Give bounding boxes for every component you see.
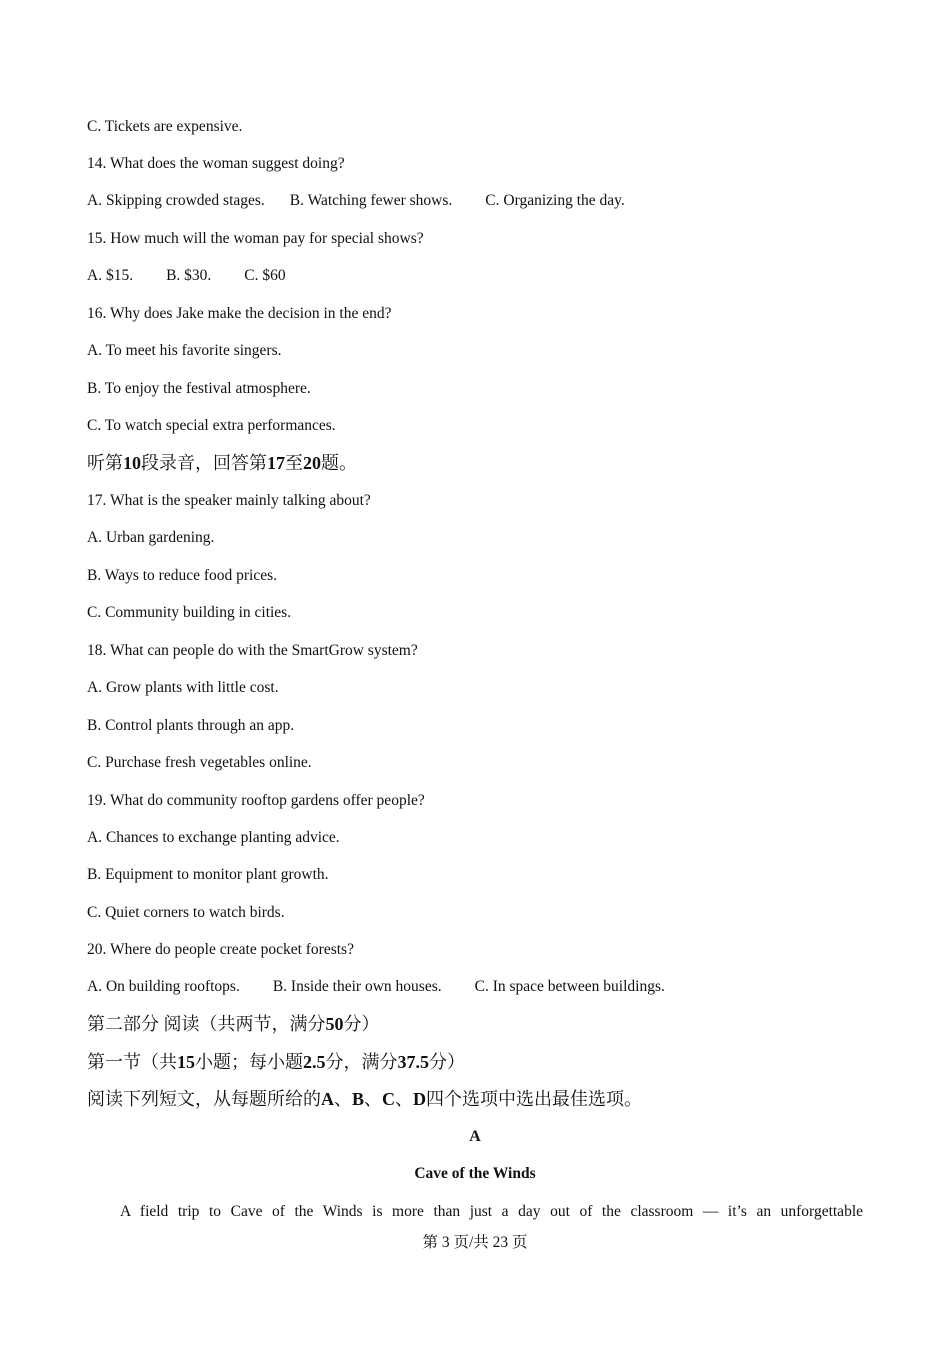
reading-section-title: 第一节（共15小题；每小题2.5分，满分37.5分） — [87, 1052, 465, 1072]
q20-option-a: A. On building rooftops. — [87, 978, 240, 995]
reading-part-title: 第二部分 阅读（共两节，满分50分） — [87, 1014, 380, 1034]
q17-option-b: B. Ways to reduce food prices. — [87, 567, 278, 584]
q19-option-c: C. Quiet corners to watch birds. — [87, 904, 285, 921]
q18-option-b: B. Control plants through an app. — [87, 717, 295, 734]
q15-question: 15. How much will the woman pay for special shows? — [87, 230, 424, 247]
q18-option-a: A. Grow plants with little cost. — [87, 679, 279, 696]
q14-option-a: A. Skipping crowded stages. — [87, 192, 265, 209]
reading-instruction: 阅读下列短文，从每题所给的A、B、C、D四个选项中选出最佳选项。 — [87, 1089, 643, 1109]
passage-first-line: A field trip to Cave of the Winds is more than just a day out of the classroom — it’s an unforgettable — [120, 1203, 863, 1220]
q19-option-a: A. Chances to exchange planting advice. — [87, 829, 340, 846]
q20-option-b: B. Inside their own houses. — [272, 978, 442, 995]
q14-options — [87, 191, 625, 211]
passage-letter: A — [469, 1128, 481, 1145]
q15-options — [87, 266, 286, 286]
q16-option-c: C. To watch special extra performances. — [87, 417, 336, 434]
q20-option-c: C. In space between buildings. — [474, 978, 665, 995]
q17-option-a: A. Urban gardening. — [87, 529, 215, 546]
q15-option-c: C. $60 — [244, 267, 286, 284]
q17-question: 17. What is the speaker mainly talking about? — [87, 492, 371, 509]
q16-question: 16. Why does Jake make the decision in the end? — [87, 305, 392, 322]
q20-options — [87, 977, 665, 997]
q14-option-c: C. Organizing the day. — [485, 192, 625, 209]
passage-title: Cave of the Winds — [414, 1165, 536, 1182]
section-10-instruction: 听第10段录音，回答第17至20题。 — [87, 453, 357, 473]
q16-option-b: B. To enjoy the festival atmosphere. — [87, 380, 311, 397]
q14-question: 14. What does the woman suggest doing? — [87, 155, 345, 172]
q18-option-c: C. Purchase fresh vegetables online. — [87, 754, 312, 771]
q19-question: 19. What do community rooftop gardens offer people? — [87, 792, 425, 809]
q20-question: 20. Where do people create pocket forests? — [87, 941, 354, 958]
q13-option-c: C. Tickets are expensive. — [87, 118, 243, 135]
q17-option-c: C. Community building in cities. — [87, 604, 292, 621]
q19-option-b: B. Equipment to monitor plant growth. — [87, 866, 329, 883]
page-footer: 第 3 页/共 23 页 — [422, 1234, 528, 1251]
q15-option-a: A. $15. — [87, 267, 134, 284]
q16-option-a: A. To meet his favorite singers. — [87, 342, 282, 359]
q18-question: 18. What can people do with the SmartGrow system? — [87, 642, 418, 659]
q14-option-b: B. Watching fewer shows. — [289, 192, 453, 209]
q15-option-b: B. $30. — [166, 267, 212, 284]
